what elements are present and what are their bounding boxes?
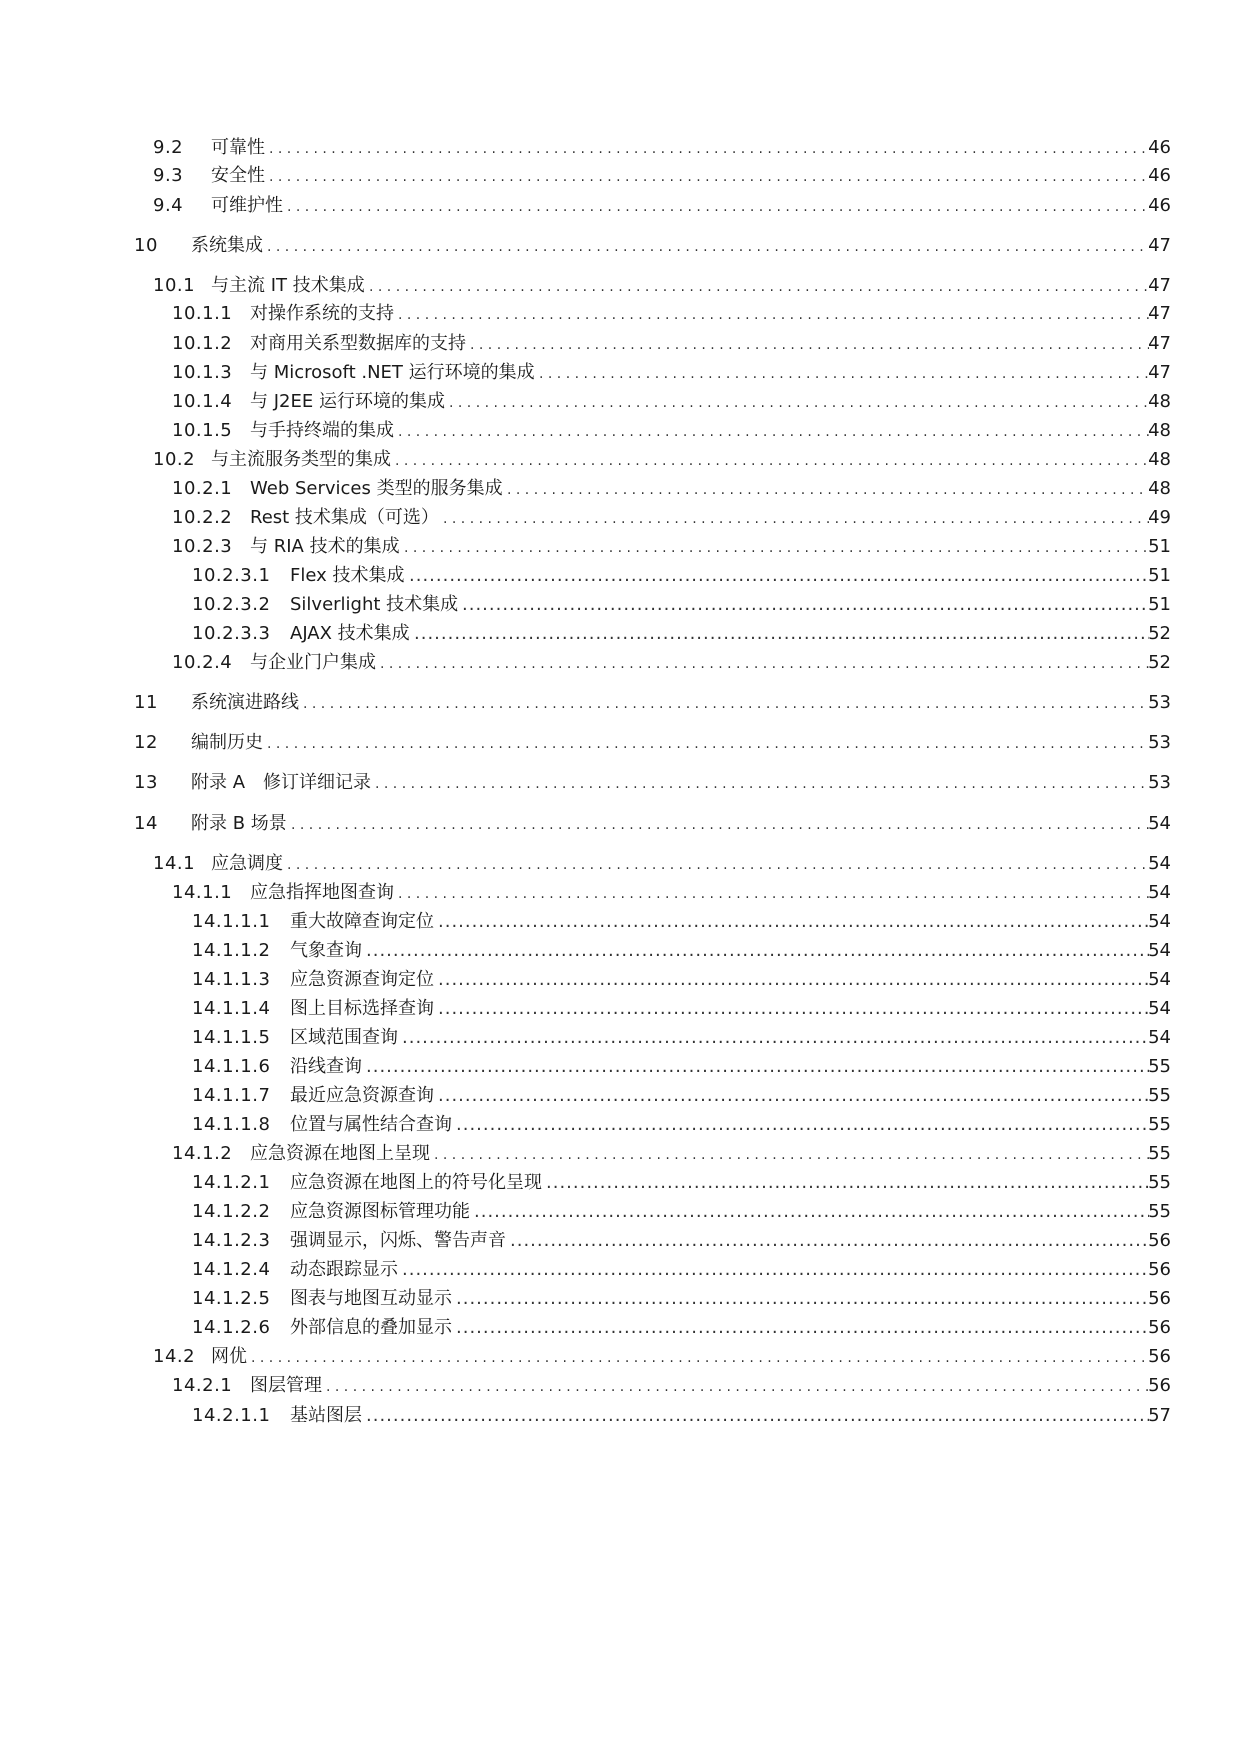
toc-dot-leader	[375, 769, 1149, 797]
toc-dot-leader	[398, 417, 1149, 445]
toc-entry[interactable]	[0, 850, 1241, 878]
toc-entry-title: 应急资源在地图上的符号化呈现	[290, 1172, 542, 1193]
toc-dot-leader	[510, 1227, 1149, 1255]
toc-entry-number: 14.1.2.3	[192, 1230, 271, 1251]
toc-entry-title: 与企业门户集成	[250, 652, 376, 673]
toc-entry[interactable]	[0, 1256, 1241, 1284]
toc-dot-leader	[438, 995, 1149, 1023]
toc-dot-leader	[291, 810, 1149, 838]
toc-entry-page-number: 48	[1148, 478, 1171, 499]
toc-dot-leader	[456, 1285, 1149, 1313]
toc-entry-number: 14.1.2.2	[192, 1201, 271, 1222]
toc-entry-page-number: 53	[1148, 732, 1171, 753]
toc-entry[interactable]	[0, 649, 1241, 677]
toc-entry-number: 9.2	[153, 137, 184, 158]
toc-dot-leader	[474, 1198, 1149, 1226]
toc-entry-number: 13	[134, 772, 158, 793]
toc-entry-page-number: 47	[1148, 303, 1171, 324]
toc-entry-title: 外部信息的叠加显示	[290, 1317, 452, 1338]
toc-entry[interactable]	[0, 446, 1241, 474]
toc-entry-number: 10.2.3.2	[192, 594, 271, 615]
toc-entry[interactable]	[0, 1024, 1241, 1052]
toc-entry[interactable]	[0, 504, 1241, 532]
toc-dot-leader	[409, 562, 1149, 590]
toc-entry-page-number: 54	[1148, 882, 1171, 903]
toc-entry[interactable]	[0, 1053, 1241, 1081]
toc-entry-page-number: 49	[1148, 507, 1171, 528]
toc-entry-number: 14.1.1	[172, 882, 233, 903]
toc-dot-leader	[287, 850, 1149, 878]
toc-entry-page-number: 46	[1148, 137, 1171, 158]
toc-entry-title: Flex 技术集成	[290, 565, 405, 586]
toc-entry-page-number: 51	[1148, 565, 1171, 586]
toc-entry[interactable]	[0, 879, 1241, 907]
toc-entry-number: 10.2.2	[172, 507, 233, 528]
toc-entry[interactable]	[0, 359, 1241, 387]
toc-entry-title: AJAX 技术集成	[290, 623, 410, 644]
toc-dot-leader	[380, 649, 1149, 677]
toc-entry-number: 14.1.1.7	[192, 1085, 271, 1106]
toc-entry[interactable]	[0, 388, 1241, 416]
toc-entry-page-number: 57	[1148, 1405, 1171, 1426]
toc-entry-title: 可靠性	[211, 137, 265, 158]
toc-dot-leader	[326, 1372, 1149, 1400]
toc-entry[interactable]	[0, 1198, 1241, 1226]
toc-entry-number: 14.1.1.6	[192, 1056, 271, 1077]
toc-entry-title: 沿线查询	[290, 1056, 362, 1077]
toc-entry[interactable]	[0, 620, 1241, 648]
toc-dot-leader	[267, 729, 1149, 757]
toc-entry-page-number: 55	[1148, 1056, 1171, 1077]
toc-entry-page-number: 48	[1148, 420, 1171, 441]
toc-dot-leader	[366, 937, 1149, 965]
toc-dot-leader	[449, 388, 1149, 416]
toc-dot-leader	[438, 1082, 1149, 1110]
toc-entry[interactable]	[0, 937, 1241, 965]
toc-entry-title: 与手持终端的集成	[250, 420, 394, 441]
toc-dot-leader	[546, 1169, 1149, 1197]
toc-entry-page-number: 51	[1148, 594, 1171, 615]
toc-entry[interactable]	[0, 1169, 1241, 1197]
toc-entry[interactable]	[0, 1372, 1241, 1400]
toc-entry[interactable]	[0, 533, 1241, 561]
toc-dot-leader	[438, 908, 1149, 936]
toc-entry-title: 位置与属性结合查询	[290, 1114, 452, 1135]
toc-entry-page-number: 56	[1148, 1346, 1171, 1367]
toc-entry-title: 与 RIA 技术的集成	[250, 536, 400, 557]
toc-dot-leader	[398, 300, 1149, 328]
toc-entry-number: 10.1.3	[172, 362, 233, 383]
toc-entry-page-number: 53	[1148, 692, 1171, 713]
toc-dot-leader	[462, 591, 1149, 619]
toc-entry-number: 14.1	[153, 853, 196, 874]
toc-entry[interactable]	[0, 995, 1241, 1023]
toc-dot-leader	[434, 1140, 1149, 1168]
toc-dot-leader	[269, 134, 1149, 162]
toc-dot-leader	[402, 1024, 1149, 1052]
toc-entry[interactable]	[0, 1111, 1241, 1139]
toc-entry-title: 应急指挥地图查询	[250, 882, 394, 903]
toc-entry-title: 编制历史	[191, 732, 263, 753]
toc-entry-title: 气象查询	[290, 940, 362, 961]
toc-entry-page-number: 47	[1148, 333, 1171, 354]
toc-entry-title: 附录 B 场景	[191, 813, 287, 834]
toc-entry-title: 可维护性	[211, 195, 283, 216]
toc-entry-number: 10.1	[153, 275, 196, 296]
toc-entry[interactable]	[0, 729, 1241, 757]
toc-entry-title: 安全性	[211, 165, 265, 186]
toc-entry-number: 11	[134, 692, 158, 713]
toc-entry[interactable]	[0, 966, 1241, 994]
toc-entry-title: 图表与地图互动显示	[290, 1288, 452, 1309]
toc-dot-leader	[438, 966, 1149, 994]
toc-entry-page-number: 54	[1148, 911, 1171, 932]
toc-entry-title: 对操作系统的支持	[250, 303, 394, 324]
toc-entry-number: 14.1.1.3	[192, 969, 271, 990]
toc-entry-title: 与 Microsoft .NET 运行环境的集成	[250, 362, 535, 383]
toc-entry-title: 与主流 IT 技术集成	[211, 275, 365, 296]
toc-entry-number: 14.1.1.4	[192, 998, 271, 1019]
toc-entry[interactable]	[0, 1140, 1241, 1168]
toc-entry-page-number: 51	[1148, 536, 1171, 557]
toc-entry-title: 与 J2EE 运行环境的集成	[250, 391, 445, 412]
toc-entry[interactable]	[0, 330, 1241, 358]
toc-entry-title: 强调显示，闪烁、警告声音	[290, 1230, 506, 1251]
toc-entry-page-number: 52	[1148, 652, 1171, 673]
toc-entry-page-number: 55	[1148, 1085, 1171, 1106]
toc-entry-number: 10.2.1	[172, 478, 233, 499]
toc-entry-page-number: 48	[1148, 449, 1171, 470]
toc-entry-number: 12	[134, 732, 158, 753]
toc-entry-title: 网优	[211, 1346, 247, 1367]
toc-entry-title: 区域范围查询	[290, 1027, 398, 1048]
toc-entry[interactable]	[0, 591, 1241, 619]
toc-entry[interactable]	[0, 908, 1241, 936]
toc-entry-number: 14.2	[153, 1346, 196, 1367]
toc-entry[interactable]	[0, 1227, 1241, 1255]
toc-dot-leader	[414, 620, 1149, 648]
toc-entry-number: 14.1.1.2	[192, 940, 271, 961]
toc-dot-leader	[366, 1402, 1149, 1430]
toc-entry[interactable]	[0, 192, 1241, 220]
toc-entry-page-number: 56	[1148, 1375, 1171, 1396]
toc-entry-page-number: 54	[1148, 940, 1171, 961]
toc-entry-page-number: 53	[1148, 772, 1171, 793]
toc-entry-page-number: 47	[1148, 235, 1171, 256]
toc-entry-number: 10.2.3.1	[192, 565, 271, 586]
toc-entry-page-number: 55	[1148, 1114, 1171, 1135]
toc-entry-title: 应急资源在地图上呈现	[250, 1143, 430, 1164]
toc-entry-title: Rest 技术集成（可选）	[250, 507, 439, 528]
toc-entry[interactable]	[0, 562, 1241, 590]
toc-entry-page-number: 55	[1148, 1201, 1171, 1222]
toc-entry-number: 10.2	[153, 449, 196, 470]
toc-entry-number: 10.1.4	[172, 391, 233, 412]
toc-dot-leader	[398, 879, 1149, 907]
toc-entry-title: 系统集成	[191, 235, 263, 256]
toc-dot-leader	[267, 232, 1149, 260]
toc-entry-title: 图层管理	[250, 1375, 322, 1396]
toc-entry-title: 最近应急资源查询	[290, 1085, 434, 1106]
toc-entry[interactable]	[0, 134, 1241, 162]
toc-entry[interactable]	[0, 1402, 1241, 1430]
toc-entry-number: 9.4	[153, 195, 184, 216]
toc-entry-number: 14.1.2.4	[192, 1259, 271, 1280]
toc-entry[interactable]	[0, 689, 1241, 717]
toc-entry-title: 重大故障查询定位	[290, 911, 434, 932]
toc-dot-leader	[443, 504, 1149, 532]
toc-entry[interactable]	[0, 1314, 1241, 1342]
toc-entry[interactable]	[0, 810, 1241, 838]
toc-entry-page-number: 54	[1148, 998, 1171, 1019]
toc-entry-title: 基站图层	[290, 1405, 362, 1426]
toc-entry-number: 14.1.2.6	[192, 1317, 271, 1338]
toc-entry-page-number: 47	[1148, 275, 1171, 296]
toc-entry-title: 动态跟踪显示	[290, 1259, 398, 1280]
toc-entry-title: 应急资源图标管理功能	[290, 1201, 470, 1222]
toc-entry-page-number: 56	[1148, 1259, 1171, 1280]
toc-entry-number: 10.1.1	[172, 303, 233, 324]
toc-entry[interactable]	[0, 769, 1241, 797]
toc-entry-number: 10.1.2	[172, 333, 233, 354]
toc-entry-number: 9.3	[153, 165, 184, 186]
toc-entry-number: 10	[134, 235, 158, 256]
toc-entry-title: Web Services 类型的服务集成	[250, 478, 503, 499]
toc-entry-page-number: 54	[1148, 1027, 1171, 1048]
toc-dot-leader	[470, 330, 1149, 358]
toc-entry[interactable]	[0, 232, 1241, 260]
toc-entry-page-number: 54	[1148, 853, 1171, 874]
toc-entry-title: 对商用关系型数据库的支持	[250, 333, 466, 354]
toc-dot-leader	[251, 1343, 1149, 1371]
toc-entry[interactable]	[0, 1343, 1241, 1371]
toc-entry[interactable]	[0, 300, 1241, 328]
toc-entry-title: 与主流服务类型的集成	[211, 449, 391, 470]
toc-entry[interactable]	[0, 272, 1241, 300]
toc-entry-number: 14.1.1.8	[192, 1114, 271, 1135]
toc-dot-leader	[369, 272, 1149, 300]
toc-entry-page-number: 47	[1148, 362, 1171, 383]
toc-entry-number: 14.1.2.1	[192, 1172, 271, 1193]
toc-entry-number: 14	[134, 813, 158, 834]
toc-entry-page-number: 56	[1148, 1230, 1171, 1251]
toc-entry-number: 14.1.1.1	[192, 911, 271, 932]
toc-entry[interactable]	[0, 475, 1241, 503]
toc-entry-title: 系统演进路线	[191, 692, 299, 713]
toc-entry-title: 附录 A 修订详细记录	[191, 772, 372, 793]
toc-entry-page-number: 52	[1148, 623, 1171, 644]
toc-dot-leader	[539, 359, 1149, 387]
toc-dot-leader	[303, 689, 1149, 717]
toc-entry[interactable]	[0, 1285, 1241, 1313]
toc-entry-number: 10.2.3	[172, 536, 233, 557]
toc-entry-number: 14.1.2.5	[192, 1288, 271, 1309]
toc-entry-page-number: 48	[1148, 391, 1171, 412]
toc-dot-leader	[269, 162, 1149, 190]
toc-dot-leader	[404, 533, 1149, 561]
toc-entry-page-number: 46	[1148, 165, 1171, 186]
toc-entry-number: 10.2.3.3	[192, 623, 271, 644]
toc-entry-number: 14.2.1	[172, 1375, 233, 1396]
toc-entry-page-number: 56	[1148, 1317, 1171, 1338]
toc-dot-leader	[456, 1111, 1149, 1139]
toc-entry-number: 10.1.5	[172, 420, 233, 441]
toc-entry-page-number: 54	[1148, 813, 1171, 834]
toc-entry[interactable]	[0, 162, 1241, 190]
toc-entry-title: 应急资源查询定位	[290, 969, 434, 990]
toc-entry[interactable]	[0, 1082, 1241, 1110]
toc-dot-leader	[456, 1314, 1149, 1342]
toc-dot-leader	[395, 446, 1149, 474]
toc-entry-page-number: 55	[1148, 1143, 1171, 1164]
toc-entry-number: 10.2.4	[172, 652, 233, 673]
toc-entry-page-number: 56	[1148, 1288, 1171, 1309]
toc-entry-page-number: 55	[1148, 1172, 1171, 1193]
toc-entry-title: 图上目标选择查询	[290, 998, 434, 1019]
toc-dot-leader	[402, 1256, 1149, 1284]
toc-entry-title: Silverlight 技术集成	[290, 594, 459, 615]
toc-entry-title: 应急调度	[211, 853, 283, 874]
toc-entry-page-number: 46	[1148, 195, 1171, 216]
toc-entry-number: 14.1.1.5	[192, 1027, 271, 1048]
toc-entry-number: 14.1.2	[172, 1143, 233, 1164]
toc-entry-page-number: 54	[1148, 969, 1171, 990]
toc-dot-leader	[507, 475, 1149, 503]
toc-entry-number: 14.2.1.1	[192, 1405, 271, 1426]
toc-dot-leader	[287, 192, 1149, 220]
toc-entry[interactable]	[0, 417, 1241, 445]
toc-dot-leader	[366, 1053, 1149, 1081]
